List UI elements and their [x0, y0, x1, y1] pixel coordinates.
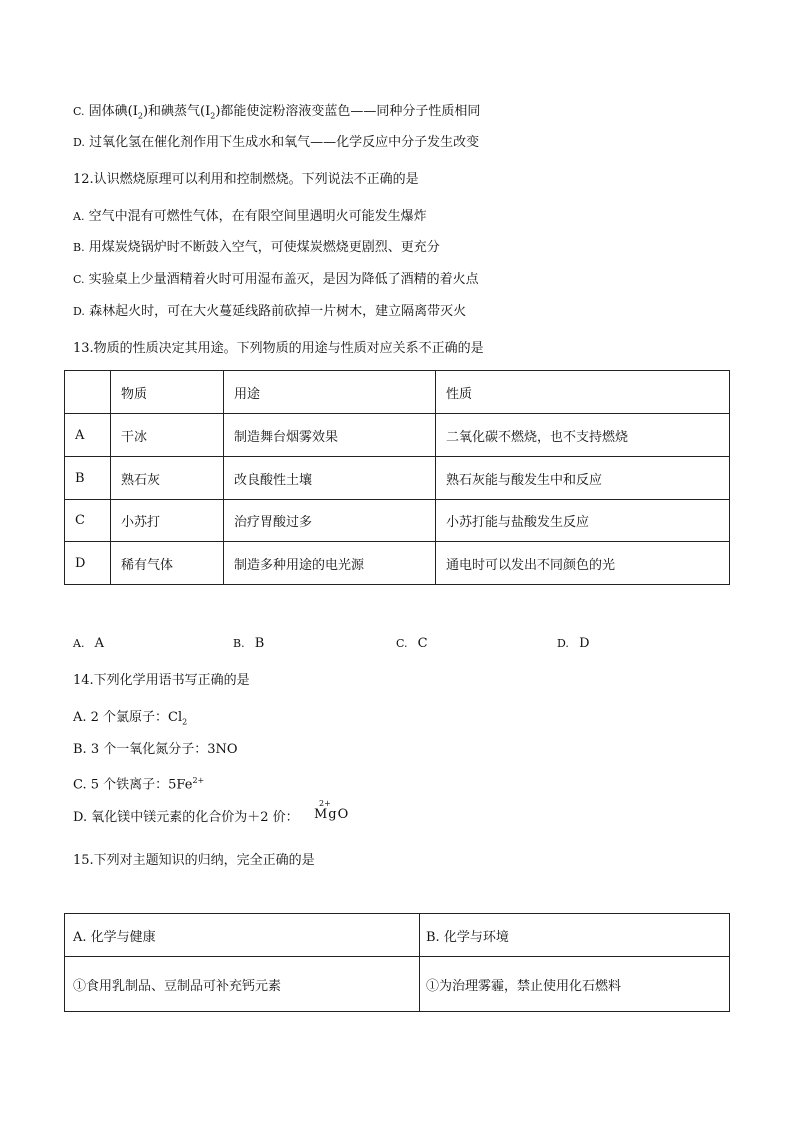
option-label: A.	[73, 637, 85, 650]
table-header-row	[65, 371, 730, 414]
table-cell: 治疗胃酸过多	[224, 500, 436, 542]
table-header-cell	[65, 371, 111, 414]
table-row	[65, 957, 730, 1012]
q12-option-d	[73, 304, 466, 320]
q14-option-a	[73, 710, 187, 731]
table-cell: 熟石灰	[111, 457, 224, 500]
table-cell: B	[65, 457, 111, 500]
option-label: C.	[73, 273, 85, 286]
option-text: C	[417, 636, 428, 651]
q15-table	[64, 913, 730, 1012]
table-row	[65, 500, 730, 542]
q14-option-d	[73, 810, 299, 826]
option-text: 森林起火时，可在大火蔓延线路前砍掉一片树木，建立隔离带灭火	[89, 304, 467, 319]
table-row	[65, 457, 730, 500]
option-label: C.	[73, 105, 85, 118]
option-label: A.	[73, 210, 85, 223]
option-text: B	[254, 636, 265, 651]
q13-answer-a	[73, 636, 104, 651]
option-label: B.	[233, 637, 245, 650]
q11-option-d	[73, 135, 479, 151]
table-cell: 二氧化碳不燃烧，也不支持燃烧	[436, 414, 730, 457]
subscript: 2	[210, 111, 216, 121]
option-text: 用煤炭烧锅炉时不断鼓入空气，可使煤炭燃烧更剧烈、更充分	[88, 240, 440, 255]
table-cell: 小苏打	[111, 500, 224, 542]
q14-option-c	[73, 773, 204, 793]
option-text-part: )和碘蒸气(I	[142, 104, 211, 119]
option-text-part: )都能使淀粉溶液变蓝色——同种分子性质相同	[215, 104, 481, 119]
q11-option-c	[73, 104, 480, 125]
table-header-cell: B. 化学与环境	[420, 914, 730, 957]
q13-answer-d	[557, 636, 590, 651]
superscript: 2+	[192, 776, 205, 785]
option-text-part: 固体碘(I	[88, 104, 138, 119]
q12-option-c	[73, 272, 479, 288]
option-text: D	[579, 636, 590, 651]
option-text: A. 2 个氯原子：Cl	[73, 710, 183, 725]
q15-stem: 15.下列对主题知识的归纳，完全正确的是	[73, 853, 315, 868]
table-cell: ①食用乳制品、豆制品可补充钙元素	[65, 957, 420, 1012]
option-text: A	[94, 636, 104, 651]
table-cell: 制造舞台烟雾效果	[224, 414, 436, 457]
valence-mark: 2+	[319, 799, 331, 808]
option-text: B. 3 个一氧化氮分子：3NO	[73, 742, 238, 757]
q12-option-a	[73, 209, 427, 225]
q14-stem: 14.下列化学用语书写正确的是	[73, 673, 250, 688]
table-cell: 熟石灰能与酸发生中和反应	[436, 457, 730, 500]
table-cell: D	[65, 542, 111, 585]
table-header-row	[65, 914, 730, 957]
option-text: 过氧化氢在催化剂作用下生成水和氧气——化学反应中分子发生改变	[89, 135, 480, 150]
table-row	[65, 414, 730, 457]
chemical-formula: MgO	[314, 807, 350, 822]
subscript: 2	[137, 111, 143, 121]
option-label: D.	[73, 136, 85, 149]
option-text: C. 5 个铁离子：5Fe	[73, 777, 193, 793]
table-header-cell: 用途	[224, 371, 436, 414]
q13-table	[64, 370, 730, 585]
table-cell: 稀有气体	[111, 542, 224, 585]
option-text: 空气中混有可燃性气体，在有限空间里遇明火可能发生爆炸	[88, 209, 427, 224]
option-label: C.	[396, 637, 408, 650]
q14-option-b	[73, 742, 238, 758]
valence-formula	[314, 799, 350, 822]
table-header-cell: 物质	[111, 371, 224, 414]
table-header-cell: 性质	[436, 371, 730, 414]
table-cell: 通电时可以发出不同颜色的光	[436, 542, 730, 585]
table-header-cell: A. 化学与健康	[65, 914, 420, 957]
table-cell: C	[65, 500, 111, 542]
q13-stem: 13.物质的性质决定其用途。下列物质的用途与性质对应关系不正确的是	[73, 341, 484, 356]
option-text: 实验桌上少量酒精着火时可用湿布盖灭，是因为降低了酒精的着火点	[88, 272, 479, 287]
table-cell: ①为治理雾霾，禁止使用化石燃料	[420, 957, 730, 1012]
q13-answer-b	[233, 636, 264, 651]
q12-option-b	[73, 240, 440, 256]
q12-stem: 12.认识燃烧原理可以利用和控制燃烧。下列说法不正确的是	[73, 172, 419, 187]
table-row	[65, 542, 730, 585]
table-cell: 小苏打能与盐酸发生反应	[436, 500, 730, 542]
table-cell: 制造多种用途的电光源	[224, 542, 436, 585]
option-label: D.	[557, 637, 569, 650]
option-text: D. 氧化镁中镁元素的化合价为＋2 价：	[73, 810, 299, 825]
subscript: 2	[182, 717, 188, 727]
option-label: B.	[73, 241, 85, 254]
q13-answer-c	[396, 636, 428, 651]
table-cell: 改良酸性土壤	[224, 457, 436, 500]
table-cell: A	[65, 414, 111, 457]
option-label: D.	[73, 305, 85, 318]
table-cell: 干冰	[111, 414, 224, 457]
